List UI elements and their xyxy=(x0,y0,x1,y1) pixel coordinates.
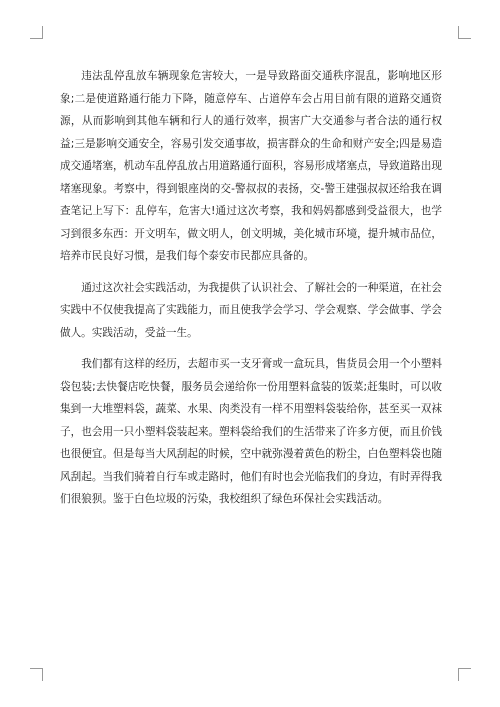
paragraph-practice-summary: 通过这次社会实践活动，为我提供了认识社会、了解社会的一种渠道，在社会实践中不仅使我提高了实践能力，而且使我学会学习、学会观察、学会做事、学会做人。实践活动，受益一生。 xyxy=(60,281,442,339)
paragraph-traffic-hazards: 违法乱停乱放车辆现象危害较大，一是导致路面交通秩序混乱，影响地区形象;二是使道路通行能力下降，随意停车、占道停车会占用目前有限的道路交通资源，从而影响到其他车辆和行人的通行效率，损害广大交通参与者合法的通行权益;三是影响交通安全，容易引发交通事故，损害群众的生命和财产安全;四是易造成交通堵塞，机动车乱停乱放占用道路通行面积，容易形成堵塞点，导致道路出现堵塞现象。考察中，得到银座岗的交-警叔叔的表扬，交-警王建强叔叔还给我在调查笔记上写下：乱停车，危害大!通过这次考察，我和妈妈都感到受益很大，也学习到很多东西：开文明车，做文明人，创文明城，美化城市环境，提升城市品位，培养市民良好习惯，是我们每个泰安市民都应具备的。 xyxy=(60,70,442,262)
paragraph-plastic-bags: 我们都有这样的经历，去超市买一支牙膏或一盒玩具，售货员会用一个小塑料袋包装;去快餐店吃快餐，服务员会递给你一份用塑料盒装的饭菜;赶集时，可以收集到一大堆塑料袋，蔬菜、水果、肉类没有一样不用塑料袋装给你，甚至买一双袜子，也会用一只小塑料袋装起来。塑料袋给我们的生活带来了许多方便，而且价钱也很便宜。但是每当大风刮起的时候，空中就弥漫着黄色的粉尘，白色塑料袋也随风刮起。当我们骑着自行车或走路时，他们有时也会光临我们的身边，有时弄得我们很狼狈。鉴于白色垃圾的污染，我校组织了绿色环保社会实践活动。 xyxy=(60,358,442,505)
crop-mark-bottom-right xyxy=(458,668,471,681)
document-body xyxy=(60,65,442,520)
crop-mark-bottom-left xyxy=(30,668,43,681)
crop-mark-top-left xyxy=(30,26,43,39)
crop-mark-top-right xyxy=(458,26,471,39)
